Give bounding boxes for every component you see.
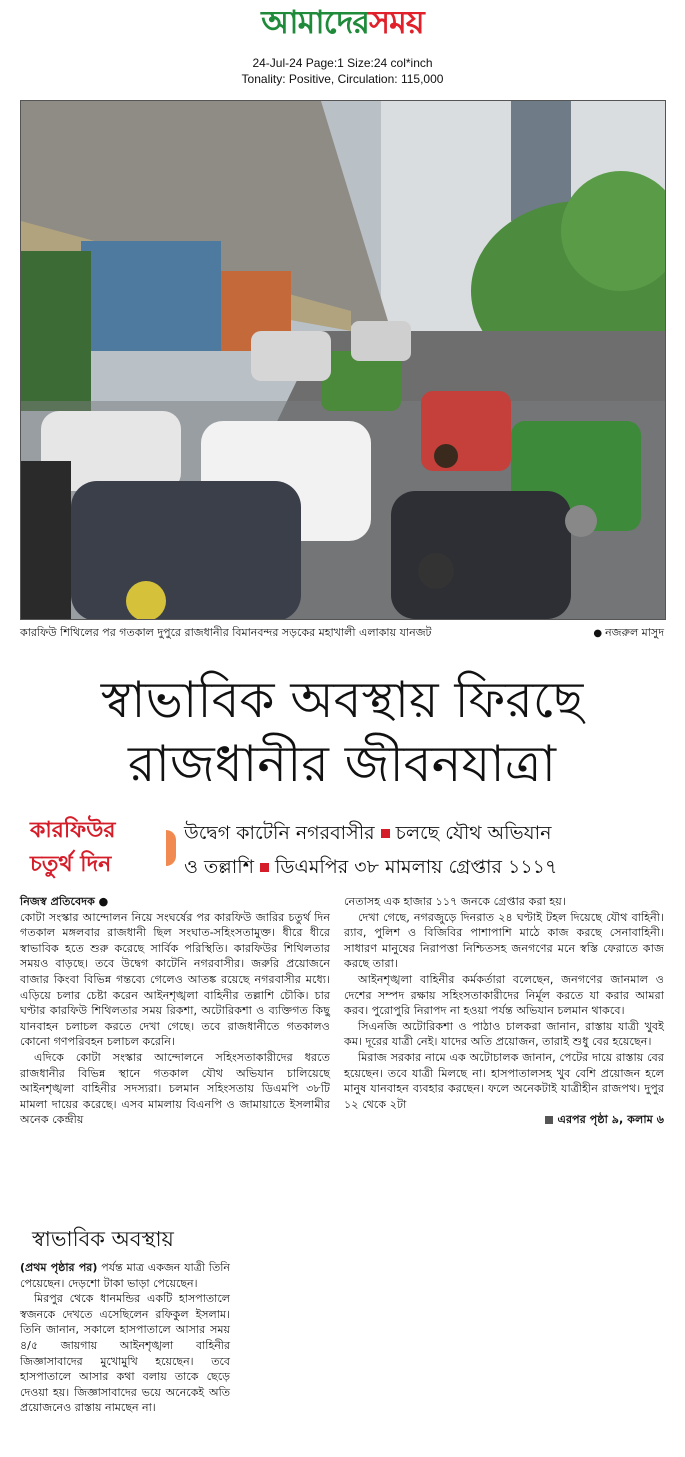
subhead-point-2: চলছে যৌথ অভিযান <box>395 822 552 844</box>
masthead <box>0 0 685 44</box>
kicker-line-1: কারফিউর <box>30 818 116 843</box>
square-bullet-icon <box>260 863 269 872</box>
newspaper-logo <box>261 2 423 42</box>
photo-credit <box>593 624 664 643</box>
clipping-meta-line-1: 24-Jul-24 Page:1 Size:24 col*inch <box>252 56 433 70</box>
continued-on-text: এরপর পৃষ্ঠা ৯, কলাম ৬ <box>557 1113 664 1127</box>
subheadline-points <box>184 816 664 884</box>
headline-line-1: স্বাভাবিক অবস্থায় ফিরছে <box>100 671 584 729</box>
clipping-meta-line-2: Tonality: Positive, Circulation: 115,000 <box>241 72 444 86</box>
continuation-section <box>20 1222 230 1416</box>
bullet-icon: ● <box>593 628 603 639</box>
continued-on-link[interactable] <box>344 1112 664 1128</box>
byline: নিজস্ব প্রতিবেদক <box>20 895 95 908</box>
article-paragraph: নেতাসহ এক হাজার ১১৭ জনকে গ্রেপ্তার করা হয়। <box>344 895 566 908</box>
logo-part-2: সময় <box>368 3 424 41</box>
subhead-point-4: ডিএমপির ৩৮ মামলায় গ্রেপ্তার ১১১৭ <box>274 856 558 878</box>
subhead-point-3: ও তল্লাশি <box>184 856 254 878</box>
article-column-2 <box>344 894 664 1128</box>
square-bullet-icon <box>545 1116 553 1124</box>
photo-caption <box>20 624 664 642</box>
caption-text: কারফিউ শিথিলের পর গতকাল দুপুরে রাজধানীর বিমানবন্দর সড়কের মহাখালী এলাকায় যানজট <box>20 626 432 639</box>
article-paragraph: সিএনজি অটোরিকশা ও পাঠাও চালকরা জানান, রাস্তায় যাত্রী খুবই কম। দূরের যাত্রী নেই। যাদের অতি প্রয়োজন, তারাই শুধু বের হয়েছেন। <box>344 1019 664 1049</box>
headline-line-2: রাজধানীর জীবনযাত্রা <box>127 735 557 793</box>
article-paragraph: মিরাজ সরকার নামে এক অটোচালক জানান, পেটের দায়ে রাস্তায় বের হয়েছেন। তবে যাত্রী মিলছে না। হাসপাতালসহ খুব বেশি প্রয়োজন হলে মানুষ যানবাহন ব্যবহার করছেন। ফলে অনেকটাই যাত্রীহীন রাজপথ। দুপুর ১২ থেকে ২টা <box>344 1050 664 1111</box>
continuation-text <box>20 1260 230 1416</box>
traffic-jam-photo-illustration <box>21 101 665 619</box>
photo-credit-name: নজরুল মাসুদ <box>605 626 664 639</box>
subheadline-block <box>20 808 664 888</box>
continuation-lead: (প্রথম পৃষ্ঠার পর) <box>20 1261 98 1274</box>
article-paragraph: কোটা সংস্কার আন্দোলন নিয়ে সংঘর্ষের পর কারফিউ জারির চতুর্থ দিন গতকাল মঙ্গলবার রাজধানী ছিল সংঘাত-সহিংসতামুক্ত। ধীরে ধীরে স্বাভাবিক হতে শুরু করেছে সার্বিক পরিস্থিতি। কারফিউর শিথিলতার সময়ও বাড়ছে। তবে উদ্বেগ কাটেনি নগরবাসীর। জরুরি প্রয়োজনে বাজার কিংবা বিভিন্ন গন্তব্যে গেলেও আতঙ্ক রয়েছে নগরবাসীর মধ্যে। এড়িয়ে চলার চেষ্টা করেন আইনশৃঙ্খলা বাহিনীর তল্লাশি চৌকি। চার ঘণ্টার কারফিউ শিথিলতার সময় রিকশা, অটোরিকশা ও ব্যক্তিগত কিছু যানবাহন চলাচল করতে দেখা গেছে। তবে রাজধানীতে গতকালও কোনো গণপরিবহন চলাচল করেনি। <box>20 910 330 1049</box>
news-photo <box>20 100 666 620</box>
continuation-paragraph-1: পর্যন্ত মাত্র একজন যাত্রী তিনি পেয়েছেন। দেড়শো টাকা ভাড়া পেয়েছেন। <box>20 1261 230 1290</box>
kicker-tag <box>30 814 160 882</box>
continuation-heading: স্বাভাবিক অবস্থায় <box>32 1227 174 1251</box>
article-paragraph: দেখা গেছে, নগরজুড়ে দিনরাত ২৪ ঘণ্টাই টহল দিয়েছে যৌথ বাহিনী। র‍্যাব, পুলিশ ও বিজিবির পাশাপাশি মাঠে কাজ করছে সেনাবাহিনী। সাধারণ মানুষের নিরাপত্তা নিশ্চিতসহ জনগণের মনে স্বস্তি ফেরাতে কাজ করছে তারা। <box>344 910 664 971</box>
continuation-paragraph-2: মিরপুর থেকে ধানমন্ডির একটি হাসপাতালে স্বজনকে দেখতে এসেছিলেন রফিকুল ইসলাম। তিনি জানান, সকালে হাসপাতালে আসার সময় ৪/৫ জায়গায় আইনশৃঙ্খলা বাহিনীর জিজ্ঞাসাবাদের মুখোমুখি হয়েছেন। তবে হাসপাতালে আসার কথা বলায় তাকে ছেড়ে দেওয়া হয়। জিজ্ঞাসাবাদের ভয়ে অনেকেই অতি প্রয়োজনেও রাস্তায় নামছেন না। <box>20 1292 230 1415</box>
main-headline <box>20 668 664 796</box>
bullet-icon: ● <box>98 895 109 908</box>
logo-part-1: আমাদের <box>261 3 369 41</box>
square-bullet-icon <box>381 829 390 838</box>
article-paragraph: এদিকে কোটা সংস্কার আন্দোলনে সহিংসতাকারীদের ধরতে রাজধানীর বিভিন্ন স্থানে গতকাল যৌথ অভিযান চালিয়েছে আইনশৃঙ্খলা বাহিনীর সদস্যরা। চলমান সহিংসতায় ডিএমপি ৩৮টি মামলা দায়ের করেছে। এসব মামলায় বিএনপি ও জামায়াতে ইসলামীর অনেক কেন্দ্রীয় <box>20 1050 330 1127</box>
article-paragraph: আইনশৃঙ্খলা বাহিনীর কর্মকর্তারা বলেছেন, জনগণের জানমাল ও দেশের সম্পদ রক্ষায় সহিংসতাকারীদের নির্মূল করতে যা করার আমরা করব। পুরোপুরি নিরাপদ না হওয়া পর্যন্ত অভিযান চলমান থাকবে। <box>344 972 664 1018</box>
article-column-1 <box>20 894 330 1128</box>
kicker-line-2: চতুর্থ দিন <box>30 852 112 877</box>
subhead-point-1: উদ্বেগ কাটেনি নগরবাসীর <box>184 822 375 844</box>
kicker-divider <box>166 830 176 866</box>
